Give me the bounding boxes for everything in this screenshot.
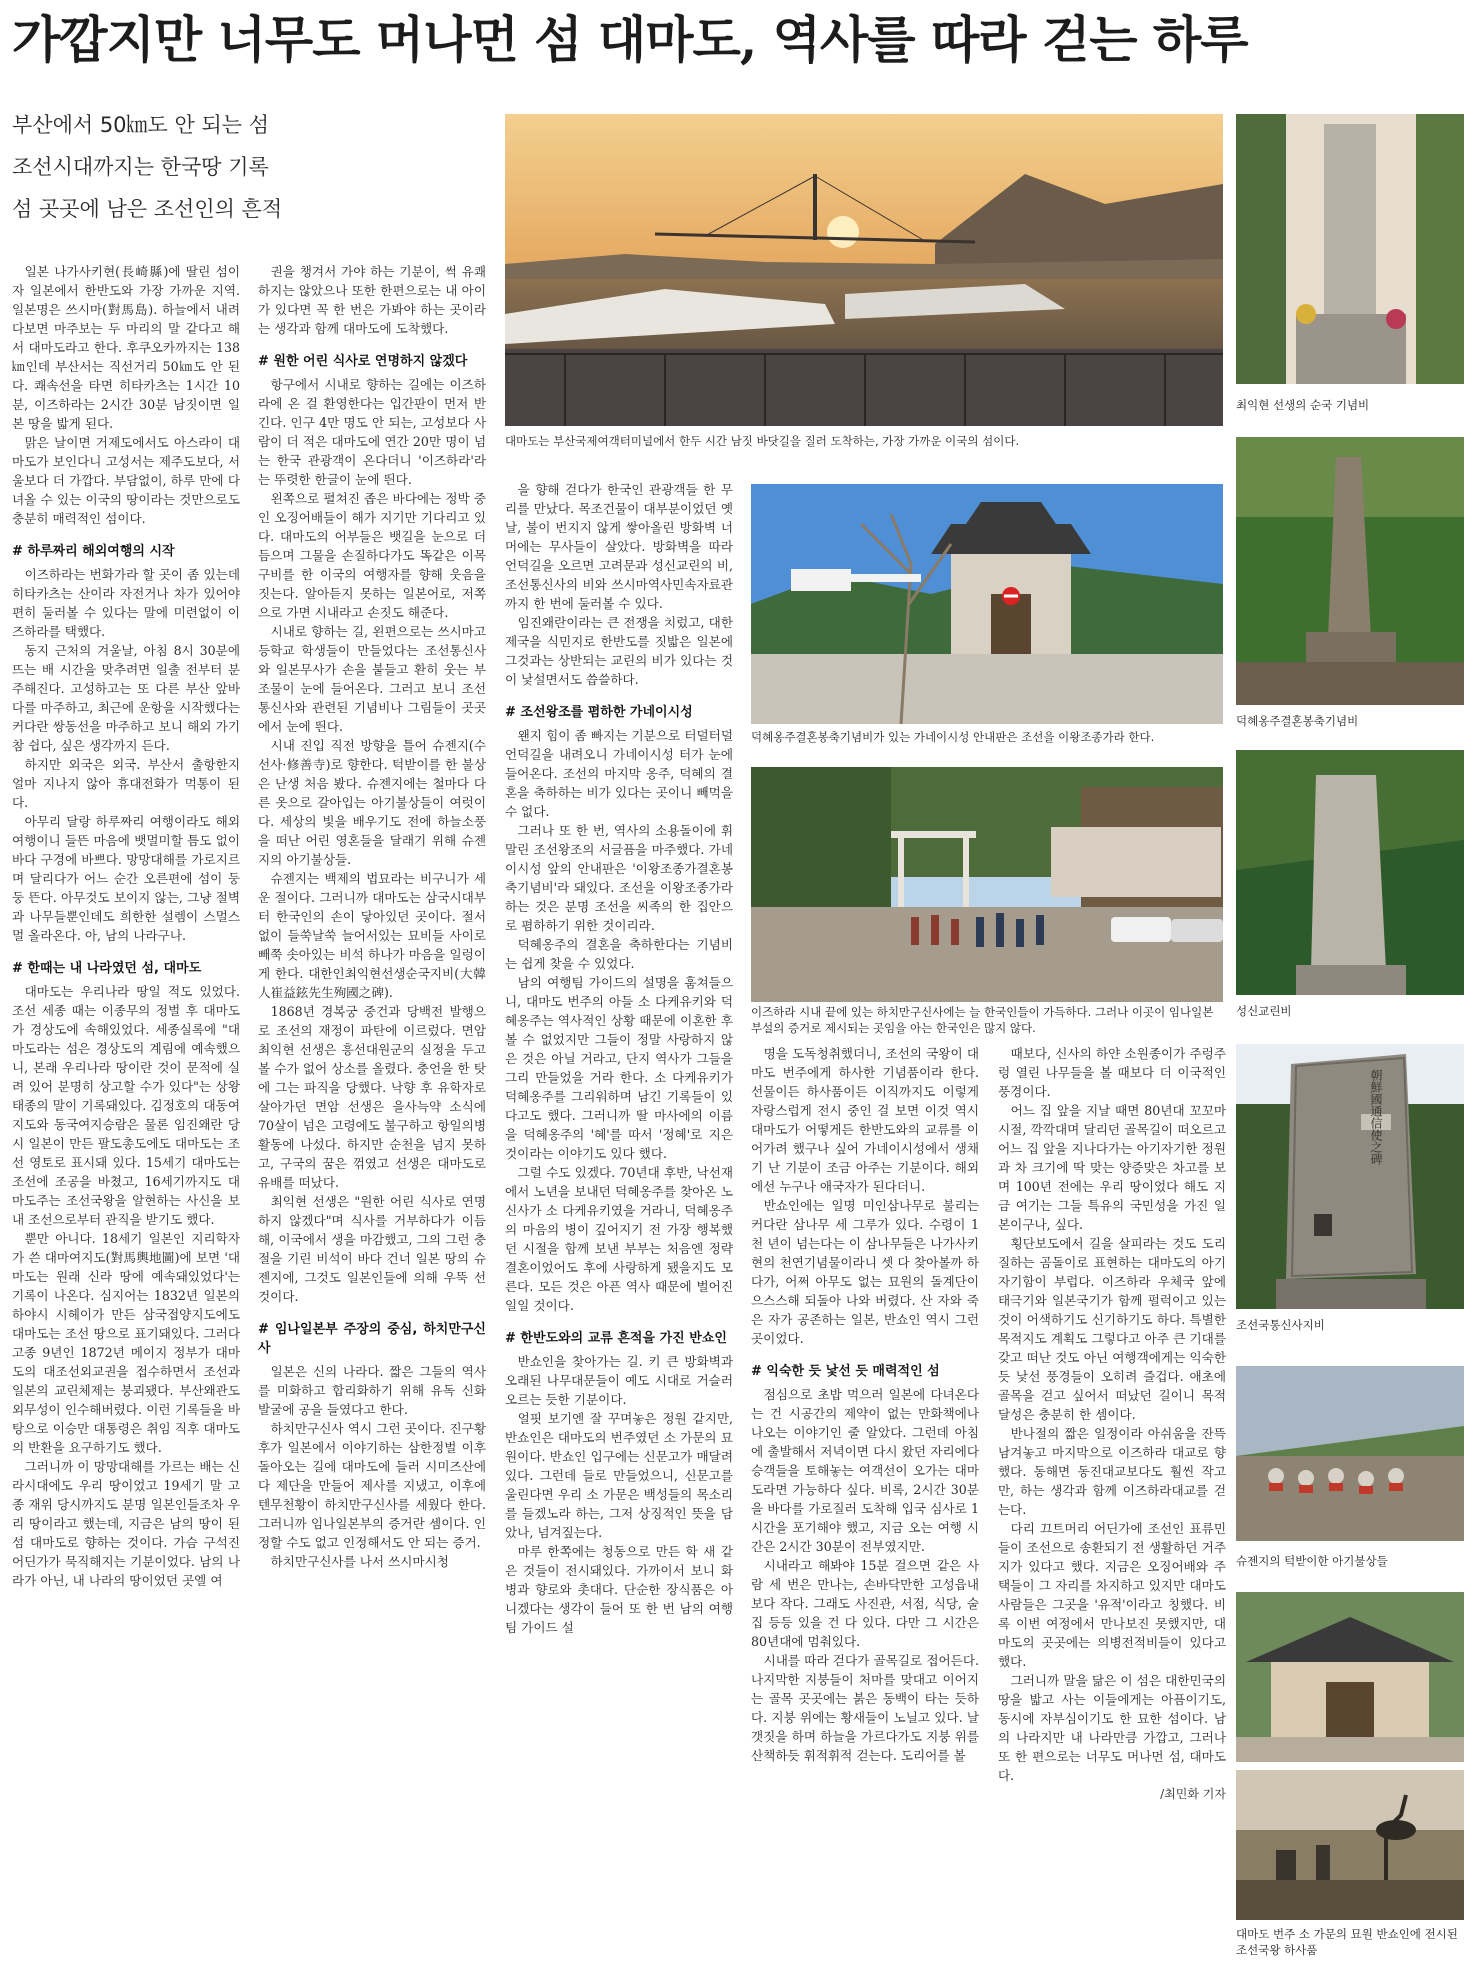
article-paragraph: 명을 도독청취했더니, 조선의 국왕이 대마도 번주에게 하사한 기념품이라 한다. 선물이든 하사품이든 이직까지도 이렇게 자랑스럽게 전시 중인 걸 보면 이것 역시 대마도가 어떻게든 한반도와의 교류를 이어가려 했구나 싶어 가네이시성에서 생채기 난 기분이 조금 아주는 기분이다. 해외에선 누구나 애국자가 된다더니. [751,1046,979,1194]
article-paragraph: 하치만구신사 역시 그런 곳이다. 진구황후가 일본에서 이야기하는 삼한정벌 이후 돌아오는 길에 대마도에 들러 시미즈산에다 제단을 만들어 제사를 지냈고, 이후에 텐무천황이 하치만구신사를 세웠다 한다. 그러니까 임나일본부의 증거란 셈이다. 인정할 수도 없고 인정해서도 안 되는 증거. [258,1421,486,1550]
article-paragraph: 왼쪽으로 펼쳐진 좁은 바다에는 정박 중인 오징어배들이 해가 지기만 기다리고 있다. 대마도의 어부들은 뱃길을 눈으로 더듬으며 그물을 손질하다가도 똑같은 이목구비를 한 이국의 여행자를 향해 웃음을 짓는다. 알아듣지 못하는 일본어로, 저쪽으로 가면 시내라고 손짓도 해준다. [258,491,486,620]
article-column-1 [12,262,240,1967]
article-paragraph: 이즈하라는 번화가라 할 곳이 좀 있는데 히타카츠는 산이라 자전거나 차가 있어야 편히 둘러볼 수 있다는 말에 미련없이 이즈하라를 택했다. [12,567,240,639]
tongsinsa-monument-caption: 조선국통신사지비 [1236,1318,1325,1332]
article-paragraph: 임진왜란이라는 큰 전쟁을 치렀고, 대한제국을 식민지로 한반도를 짓밟은 일본에 그것과는 상반되는 교린의 비가 있다는 것이 낯설면서도 씁쓸하다. [505,615,733,687]
article-paragraph: 때보다, 신사의 하얀 소원종이가 주렁주렁 열린 나무들을 볼 때보다 더 이국적인 풍경이다. [998,1046,1226,1099]
article-paragraph: 시내로 향하는 길, 왼편으로는 쓰시마고등학교 학생들이 만들었다는 조선통신사와 일본무사가 손을 붙들고 환히 웃는 부조물이 눈에 들어온다. 그러고 보니 조선통신사와 관련된 기념비나 그림들이 곳곳에서 눈에 띈다. [258,624,486,734]
baby-buddha-caption: 슈젠지의 턱받이한 아기불상들 [1236,1554,1388,1568]
stone-inscription: 朝鮮國通信使之碑 [1369,1069,1383,1165]
castle-gate-photo [751,484,1223,724]
article-paragraph: 마루 한쪽에는 청동으로 만든 학 새 같은 것들이 전시돼있다. 가까이서 보니 화병과 향로와 촛대다. 단순한 장식품은 아니겠다는 생각이 들어 또 한 번 남의 여행팀 가이드 설 [505,1544,733,1635]
harbor-photo-caption: 대마도는 부산국제여객터미널에서 한두 시간 남짓 바닷길을 질러 도착하는, 가장 가까운 이국의 섬이다. [505,434,1020,448]
article-paragraph: 뿐만 아니다. 18세기 일본인 지리학자가 쓴 대마여지도(對馬輿地圖)에 보면 '대마도는 원래 신라 땅에 예속돼있었다'는 기록이 나온다. 심지어는 1832년 일본의 하야시 시헤이가 만든 삼국접양지도에도 대마도는 조선 땅으로 표기돼있다. 그러다 고종 9년인 1872년 메이지 정부가 대마도의 대조선외교권을 접수하면서 조선과 일본의 교린체제는 붕괴됐다. 부산왜관도 외무성이 인수해버렸다. 이런 기록들을 바탕으로 이승만 대통령은 취임 직후 대마도의 반환을 요구하기도 했다. [12,1231,240,1455]
article-paragraph: 대마도는 우리나라 땅일 적도 있었다. 조선 세종 때는 이종무의 정벌 후 대마도가 경상도에 속해있었다. 세종실록에 "대마도라는 섬은 경상도의 계림에 예속했으니, 본래 우리나라 땅이란 것이 문적에 실려 있어 분명히 상고할 수가 있다"는 상왕 태종의 말이 기록돼있다. 김정호의 대동여지도와 동국여지승람은 물론 임진왜란 당시 일본이 만든 팔도총도에도 대마도는 조선 영토로 표시돼 있다. 15세기 대마도는 조선에 조공을 바쳤고, 16세기까지도 대마도주는 조선국왕을 알현하는 사신을 보내 조선으로부터 관직을 받기도 했다. [12,984,240,1227]
royal-gifts-caption: 대마도 번주 소 가문의 묘원 반쇼인에 전시된 조선국왕 하사품 [1236,1927,1458,1957]
article-paragraph: 반쇼인을 찾아가는 길. 키 큰 방화벽과 오래된 나무대문들이 예도 시대로 거슬러 오르는 듯한 기분이다. [505,1354,733,1407]
article-paragraph: 시내 진입 직전 방향을 틀어 슈젠지(수선사·修善寺)로 향한다. 턱받이를 한 불상은 난생 처음 봤다. 슈젠지에는 철마다 다른 옷으로 갈아입는 아기불상들이 여럿이다. 세상의 빛을 배우기도 전에 하늘소풍을 떠난 어린 영혼들을 달래기 위해 슈젠지의 아기불상들. [258,738,486,867]
article-paragraph: 그럴 수도 있겠다. 70년대 후반, 낙선재에서 노년을 보내던 덕혜옹주를 찾아온 노신사가 소 다케유키였을 거라니, 덕혜옹주의 마음의 병이 깊어지기 전 가장 행복했던 시절을 함께 보낸 부부는 처음엔 정략결혼이었어도 후에 사랑하게 됐을지도 모른다. 모든 것은 아픈 역사 때문에 벌어진 일일 것이다. [505,1165,733,1313]
section-heading: # 원한 어린 식사로 연명하지 않겠다 [258,354,468,369]
castle-gate-caption: 덕혜옹주결혼봉축기념비가 있는 가네이시성 안내판은 조선을 이왕조종가라 한다. [751,730,1155,744]
subheadlines [12,110,492,236]
article-paragraph: 하치만구신사를 나서 쓰시마시청 [270,1554,449,1569]
section-heading: # 조선왕조를 폄하한 가네이시성 [505,705,693,720]
article-paragraph: 시내라고 해봐야 15분 걸으면 같은 사람 세 번은 만나는, 손바닥만한 고성읍내보다 작다. 그래도 사진관, 서점, 식당, 술집 등등 있을 건 다 있다. 다만 그 시간은 80년대에 멈춰있다. [751,1558,979,1649]
section-heading: # 한반도와의 교류 흔적을 가진 반쇼인 [505,1331,727,1346]
article-paragraph: 그러나 또 한 번, 역사의 소용돌이에 휘말린 조선왕조의 서글픔을 마주했다. 가네이시성 앞의 안내판은 '이왕조종가결혼봉축기념비'라 돼있다. 조선을 이왕조종가라 하는 것은 분명 조선을 씨족의 한 집안으로 폄하하기 위한 것이리라. [505,823,733,933]
princess-monument-photo [1236,437,1464,705]
article-paragraph: 반쇼인에는 일명 미인삼나무로 불리는 커다란 삼나무 세 그루가 있다. 수령이 1천 년이 넘는다는 이 삼나무들은 나가사키 현의 천연기념물이라니 셋 다 찾아볼까 하다가, 어쩌 아무도 없는 묘원의 돌계단이 으스스해 되돌아 나와 버렸다. 산 자와 죽은 자가 공존하는 일본, 반쇼인 역시 그런 곳이었다. [751,1198,979,1346]
article-paragraph: 맑은 날이면 거제도에서도 아스라이 대마도가 보인다니 고성서는 제주도보다, 서울보다 더 가깝다. 부담없이, 하루 만에 다녀올 수 있는 이국의 땅이라는 것만으로도 충분히 매력적인 섬이다. [12,435,240,526]
article-paragraph: 1868년 경복궁 중건과 당백전 발행으로 조선의 재정이 파탄에 이르렀다. 면암 최익현 선생은 흥선대원군의 실정을 두고 볼 수가 없어 상소를 올렸다. 충언을 한 탓에 그는 파직을 당했다. 낙향 후 유학자로 살아가던 면암 선생은 을사늑약 소식에 70살이 넘은 고령에도 불구하고 항일의병활동에 나섰다. 하지만 순천을 넘지 못하고, 구국의 꿈은 꺾였고 선생은 대마도로 유배를 떠났다. [258,1004,486,1190]
article-column-5 [998,1044,1226,1967]
article-column-2 [258,262,486,1967]
article-paragraph: 어느 집 앞을 지날 때면 80년대 꼬꼬마시절, 깍깍대며 달리던 골목길이 떠오르고 어느 집 앞을 지나다가는 아기자기한 정원과 차 크기에 딱 맞는 양증맞은 차고를 보며 100년 전에는 우리 땅이었다 해도 지금 여기는 그들 특유의 국민성을 가진 일본이구나, 싶다. [998,1103,1226,1232]
article-paragraph: 동지 근처의 겨울날, 아침 8시 30분에 뜨는 배 시간을 맞추려면 일출 전부터 분주해진다. 고성하고는 또 다른 부산 앞바다를 마주하고, 최근에 운항을 시작했다는 커다란 쌍동선을 마주하고 보니 해외 가기 참 쉽다, 싶은 생각까지 든다. [12,643,240,753]
subheadline: 섬 곳곳에 남은 조선인의 흔적 [12,197,283,221]
princess-monument-caption: 덕혜옹주결혼봉축기념비 [1236,714,1359,728]
article-paragraph: 왠지 힘이 좀 빠지는 기분으로 터덜터덜 언덕길을 내려오니 가네이시성 터가 눈에 들어온다. 조선의 마지막 옹주, 덕혜의 결혼을 축하하는 비가 있다는 곳이니 빼먹을 수 없다. [505,728,733,819]
article-paragraph: 하지만 외국은 외국. 부산서 출항한지 얼마 지나지 않아 휴대전화가 먹통이 된다. [12,757,240,810]
article-paragraph: 그러니까 말을 닮은 이 섬은 대한민국의 땅을 밟고 사는 이들에게는 아픔이기도, 동시에 자부심이기도 한 묘한 섬이다. 남의 나라지만 내 나라만큼 가깝고, 그러나 또 한 편으로는 너무도 머나먼 섬, 대마도다. [998,1673,1226,1783]
article-paragraph: 권을 챙겨서 가야 하는 기분이, 썩 유쾌하지는 않았으나 또한 한편으로는 내 아이가 있다면 꼭 한 번은 가봐야 하는 곳이라는 생각과 함께 대마도에 도착했다. [258,264,486,336]
section-heading: # 하루짜리 해외여행의 시작 [12,544,175,559]
article-paragraph: 시내를 따라 걷다가 골목길로 접어든다. 나지막한 지붕들이 처마를 맞대고 이어지는 골목 곳곳에는 붉은 동백이 타는 듯하다. 지붕 위에는 황새들이 노닐고 있다. 날갯짓을 하며 하늘을 가르다가도 지붕 위를 산책하듯 휘적휘적 걷는다. 도리어를 볼 [751,1653,979,1763]
article-paragraph: 다리 끄트머리 어딘가에 조선인 표류민들이 조선으로 송환되기 전 생활하던 거주지가 있다고 했다. 지금은 오징어배와 주택들이 그 자리를 차지하고 있지만 대마도 사람들은 그곳을 '유적'이라고 칭했다. 비록 이번 여정에서 만나보진 못했지만, 대마도의 곳곳에는 의병전적비들이 있다고 했다. [998,1521,1226,1669]
article-paragraph: 일본은 신의 나라다. 짧은 그들의 역사를 미화하고 합리화하기 위해 유독 신화 발굴에 공을 들였다고 한다. [258,1364,486,1417]
baby-buddha-statues-photo [1236,1366,1464,1541]
seongsin-monument-photo [1236,750,1464,995]
section-heading: # 임나일본부 주장의 중심, 하치만구신사 [258,1322,486,1356]
article-paragraph: 반나절의 짧은 일정이라 아쉬움을 잔뜩 남겨놓고 마지막으로 이즈하라 대교로 향했다. 동해면 동진대교보다도 훨씬 작고만, 하는 생각과 함께 이즈하라대교를 걷는다. [998,1426,1226,1517]
article-column-3 [505,480,733,1967]
article-paragraph: 최익현 선생은 "원한 어린 식사로 연명하지 않겠다"며 식사를 거부하다가 이듬해, 이국에서 생을 마감했고, 그의 그런 충절을 기린 비석이 바다 건너 일본 땅의 슈젠지에, 그것도 일본인들에 의해 우뚝 선 것이다. [258,1194,486,1304]
article-column-4 [751,1044,979,1967]
royal-gifts-photo [1236,1770,1464,1920]
section-heading: # 익숙한 듯 낯선 듯 매력적인 섬 [751,1364,940,1379]
monument-choe-photo [1236,114,1464,384]
shrine-photo-caption: 이즈하라 시내 끝에 있는 하치만구신사에는 늘 한국인들이 가득하다. 그러나 이곳이 임나일본부설의 증거로 제시되는 곳임을 아는 한국인은 많지 않다. [751,1005,1214,1035]
article-paragraph: 을 향해 걷다가 한국인 관광객들 한 무리를 만났다. 목조건물이 대부분이었던 옛날, 불이 번지지 않게 쌓아올린 방화벽 너머에는 무사들이 살았다. 방화벽을 따라 언덕길을 오르면 고려문과 성신교린의 비, 조선통신사의 비와 쓰시마역사민속자료관까지 한 번에 둘러볼 수 있다. [505,482,733,611]
article-paragraph: 점심으로 초밥 먹으러 일본에 다녀온다는 건 시공간의 제약이 없는 만화책에나 나오는 이야기인 줄 알았다. 그런데 아침에 출발해서 저녁이면 다시 왔던 자리에다 승객들을 토해놓는 여객선이 오가는 대마도라면 가능하다 싶다. 비록, 2시간 30분을 바다를 가로질러 도착해 입국 심사로 1시간을 포기해야 했고, 지금 오는 여행 시간은 2시간 30분이 전부였지만. [751,1387,979,1554]
article-paragraph: 얼핏 보기엔 잘 꾸며놓은 정원 같지만, 반쇼인은 대마도의 번주였던 소 가문의 묘원이다. 반쇼인 입구에는 신문고가 매달려있다. 그런데 들로 만들었으니, 신문고를 울린다면 우리 소 가문은 백성들의 목소리를 들겠노라 하는, 그저 상징적인 뜻을 담았나, 넘겨짚는다. [505,1411,733,1540]
article-paragraph: 그러니까 이 망망대해를 가르는 배는 신라시대에도 우리 땅이었고 19세기 말 고종 재위 당시까지도 분명 일본인들조차 우리 땅이라고 했는데, 지금은 남의 땅이 된 섬 대마도로 향하는 것이다. 가슴 구석진 어딘가가 묵직해지는 기분이었다. 남의 나라가 아닌, 내 나라의 땅이었던 곳엘 여 [12,1459,240,1588]
article-paragraph: 항구에서 시내로 향하는 길에는 이즈하라에 온 걸 환영한다는 입간판이 먼저 반긴다. 인구 4만 명도 안 되는, 고성보다 사람이 더 적은 대마도에 연간 20만 명이 넘는 한국 관광객이 온다더니 '이즈하라'라는 뚜렷한 한글이 눈에 띈다. [258,377,486,487]
article-paragraph: 일본 나가사키현(長崎縣)에 딸린 섬이자 일본에서 한반도와 가장 가까운 지역. 일본명은 쓰시마(對馬島). 하늘에서 내려다보면 마주보는 두 마리의 말 같다고 해서 대마도라고 한다. 후쿠오카까지는 138㎞인데 부산서는 직선거리 50㎞도 안 된다. 쾌속선을 타면 히타카츠는 1시간 10분, 이즈하라는 2시간 30분 남짓이면 일본 땅을 밟게 된다. [12,264,240,431]
temple-hall-photo [1236,1592,1464,1762]
monument-choe-caption: 최익현 선생의 순국 기념비 [1236,398,1370,412]
article-paragraph: 횡단보도에서 길을 살피라는 것도 도리질하는 곰돌이로 표현하는 대마도의 아기자기함이 부럽다. 이즈하라 우체국 앞에 태극기와 일본국기가 함께 펄럭이고 있는 것이 어색하기도 신기하기도 하다. 특별한 목적지도 계획도 그렇다고 아주 큰 기대를 갖고 떠난 것도 아닌 여행객에게는 익숙한 듯 낯선 풍경들이 오히려 즐겁다. 애초에 골목을 걷고 싶어서 떠났던 길이니 목적 달성은 충분히 한 셈이다. [998,1236,1226,1422]
seongsin-monument-caption: 성신교린비 [1236,1004,1292,1018]
harbor-sunset-photo [505,114,1223,426]
byline: /최민화 기자 [1160,1787,1226,1801]
tongsinsa-monument-photo [1236,1044,1464,1309]
section-heading: # 한때는 내 나라였던 섬, 대마도 [12,961,202,976]
headline: 가깝지만 너무도 머나먼 섬 대마도, 역사를 따라 걷는 하루 [12,10,1248,69]
subheadline: 부산에서 50㎞도 안 되는 섬 [12,113,269,137]
shrine-tourists-photo [751,767,1223,1002]
article-paragraph: 아무리 달랑 하루짜리 여행이라도 해외여행이니 들뜬 마음에 뱃멀미할 틈도 없이 바다 구경에 바쁘다. 망망대해를 가로지르며 달리다가 어느 순간 오른편에 섬이 둥둥 뜬다. 아무것도 보이지 않는, 그냥 절벽과 나무들뿐인데도 희한한 설렘이 스멀스멀 올라온다. 아, 남의 나라구나. [12,814,240,943]
article-paragraph: 남의 여행팀 가이드의 설명을 훔쳐들으니, 대마도 번주의 아들 소 다케유키와 덕혜옹주는 역사적인 상황 때문에 이혼한 후 볼 수 없었지만 그들이 정말 사랑하지 않은 것은 아닐 거라고, 단지 역사가 그들을 그리 만들었을 거라 한다. 소 다케유키가 덕혜옹주를 그리워하며 남긴 기록들이 있다고도 했다. 그러니까 딸 마사에의 이름을 덕혜옹주의 '혜'를 따서 '정혜'로 지은 것이라는 이야기도 있다 했다. [505,975,733,1161]
article-paragraph: 슈젠지는 백제의 법묘라는 비구니가 세운 절이다. 그러니까 대마도는 삼국시대부터 한국인의 손이 닿아있던 곳이다. 절서 없이 들쑥날쑥 늘어서있는 묘비들 사이로 빼쭉 솟아있는 비석 하나가 마음을 일렁이게 한다. 대한인최익현선생순국지비(大韓人崔益鉉先生殉國之碑). [258,871,486,1000]
subheadline: 조선시대까지는 한국땅 기록 [12,155,269,179]
article-paragraph: 덕혜옹주의 결혼을 축하한다는 기념비는 쉽게 찾을 수 있었다. [505,937,733,971]
